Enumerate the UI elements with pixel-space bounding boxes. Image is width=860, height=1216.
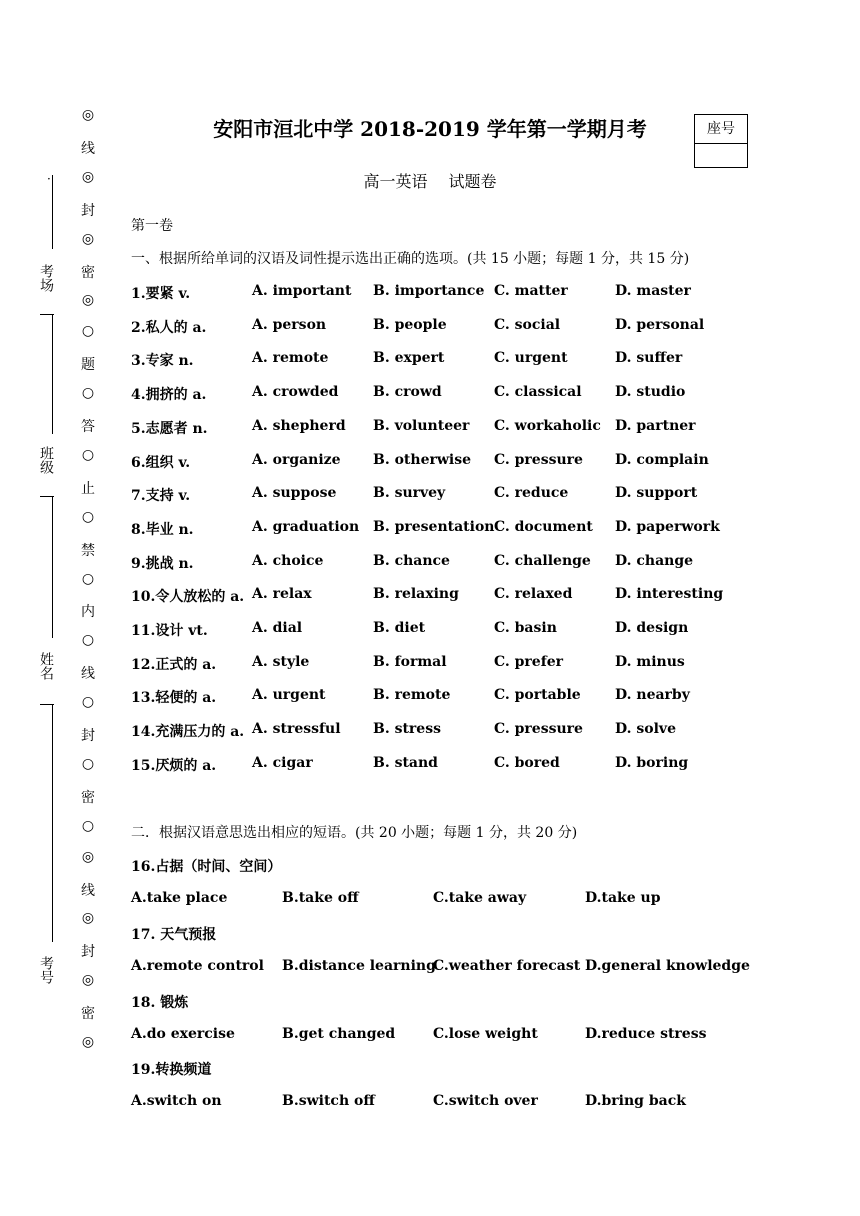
answer-option: A. remote: [252, 350, 329, 367]
answer-option: B. stand: [373, 754, 438, 771]
answer-option: A. suppose: [252, 485, 337, 502]
answer-option: D. studio: [615, 384, 686, 401]
question-stem: 18. 锻炼: [131, 994, 189, 1011]
answer-option: C. basin: [494, 620, 557, 636]
answer-option: C.lose weight: [433, 1025, 538, 1042]
seal-mark: 密: [81, 264, 95, 281]
answer-option: A. cigar: [252, 754, 313, 771]
seat-number-label: 座号: [695, 115, 747, 144]
answer-option: D. partner: [615, 417, 696, 434]
answer-option: A.remote control: [131, 957, 264, 974]
answer-option: A. crowded: [252, 384, 339, 401]
answer-option: A. dial: [252, 620, 303, 636]
answer-option: A.switch on: [131, 1093, 222, 1110]
seal-mark: ◎: [81, 107, 95, 123]
answer-option: D.bring back: [585, 1093, 686, 1110]
question-stem: 9.挑战 n.: [131, 555, 194, 572]
answer-option: B.get changed: [282, 1025, 396, 1042]
exam-subtitle: 高一英语 试题卷: [363, 172, 497, 191]
answer-option: D.general knowledge: [585, 957, 750, 974]
answer-option: C. document: [494, 518, 593, 535]
answer-option: A.take place: [131, 890, 228, 906]
margin-line: [52, 314, 53, 434]
question-stem: 12.正式的 a.: [131, 656, 217, 673]
answer-option: B.switch off: [282, 1093, 375, 1110]
question-stem: 8.毕业 n.: [131, 521, 194, 538]
answer-option: B. formal: [373, 653, 447, 670]
answer-option: C. urgent: [494, 350, 568, 367]
answer-option: D. personal: [615, 316, 705, 333]
answer-option: D. solve: [615, 721, 676, 738]
answer-option: C. classical: [494, 384, 582, 401]
exam-title: 安阳市洹北中学 2018-2019 学年第一学期月考: [213, 117, 647, 141]
answer-option: B. expert: [373, 350, 445, 367]
answer-option: B. people: [373, 316, 447, 333]
answer-option: D. master: [615, 283, 691, 299]
answer-option: C. pressure: [494, 721, 583, 738]
question-stem: 15.厌烦的 a.: [131, 757, 217, 774]
question-stem: 19.转换频道: [131, 1062, 212, 1079]
seal-mark: 答: [81, 419, 95, 435]
seal-mark: ◎: [81, 972, 95, 989]
seal-mark: 封: [81, 728, 95, 744]
seal-mark: ◎: [81, 1034, 95, 1050]
field-class: 班级: [38, 446, 54, 474]
answer-option: B. relaxing: [373, 586, 459, 603]
answer-option: C. relaxed: [494, 586, 573, 603]
answer-option: C. prefer: [494, 653, 564, 670]
answer-option: C.take away: [433, 890, 527, 906]
answer-option: A. organize: [252, 451, 341, 468]
question-stem: 1.要紧 v.: [131, 286, 191, 302]
seal-mark: 密: [81, 789, 95, 806]
question-stem: 16.占据（时间、空间）: [131, 859, 282, 875]
seal-mark: ◎: [81, 230, 95, 247]
field-exam-room: 考场: [38, 264, 54, 292]
seal-mark: ○: [81, 755, 95, 772]
seal-mark: ○: [81, 694, 95, 711]
answer-option: B. importance: [373, 283, 485, 299]
answer-option: A. relax: [252, 586, 312, 603]
answer-option: D. interesting: [615, 586, 724, 603]
seal-mark: 线: [81, 666, 95, 683]
question-stem: 13.轻便的 a.: [131, 690, 217, 707]
answer-option: A. choice: [252, 552, 324, 569]
seal-mark: ○: [81, 632, 95, 649]
answer-option: B. remote: [373, 687, 451, 704]
seal-mark: ◎: [81, 910, 95, 927]
question-stem: 10.令人放松的 a.: [131, 589, 245, 606]
seal-mark: ○: [81, 385, 95, 402]
volume-label: 第一卷: [131, 218, 173, 234]
seal-mark: 线: [81, 882, 95, 899]
answer-option: D. support: [615, 485, 698, 502]
seal-mark: 密: [81, 1006, 95, 1023]
answer-option: D. nearby: [615, 687, 690, 704]
answer-option: A. shepherd: [252, 417, 346, 434]
answer-option: D.reduce stress: [585, 1025, 707, 1042]
question-stem: 14.充满压力的 a.: [131, 724, 245, 741]
question-stem: 6.组织 v.: [131, 454, 191, 471]
answer-option: D.take up: [585, 890, 661, 906]
seal-mark: 禁: [81, 542, 95, 559]
answer-option: D. complain: [615, 451, 709, 468]
answer-option: D. change: [615, 552, 694, 569]
seal-mark: ○: [81, 508, 95, 525]
field-name: 姓名: [38, 652, 54, 680]
answer-option: B. diet: [373, 620, 426, 636]
field-exam-number: 考号: [38, 956, 54, 984]
seal-mark: ◎: [81, 292, 95, 309]
margin-line: [52, 496, 53, 638]
answer-option: A. important: [252, 283, 352, 299]
answer-option: A.do exercise: [131, 1025, 235, 1042]
answer-option: A. style: [252, 653, 310, 670]
answer-option: C. pressure: [494, 451, 583, 468]
answer-option: C. reduce: [494, 485, 569, 502]
answer-option: B.take off: [282, 890, 359, 906]
answer-option: C. challenge: [494, 552, 591, 569]
answer-option: B. presentation: [373, 518, 495, 535]
question-stem: 4.拥挤的 a.: [131, 387, 207, 404]
seal-mark: ○: [81, 323, 95, 340]
answer-option: C.switch over: [433, 1093, 538, 1110]
answer-option: B.distance learning: [282, 957, 436, 974]
question-stem: 5.志愿者 n.: [131, 420, 208, 437]
answer-option: B. crowd: [373, 384, 442, 401]
seal-mark: ○: [81, 817, 95, 834]
seal-mark: ◎: [81, 848, 95, 865]
question-stem: 11.设计 vt.: [131, 623, 208, 639]
seal-mark: 封: [81, 944, 95, 961]
question-stem: 3.专家 n.: [131, 353, 194, 370]
margin-line: [52, 175, 53, 249]
answer-option: B. volunteer: [373, 417, 470, 434]
answer-option: C. portable: [494, 687, 581, 704]
answer-option: C. social: [494, 316, 561, 333]
question-stem: 7.支持 v.: [131, 488, 191, 505]
seal-mark: ○: [81, 446, 95, 463]
answer-option: D. design: [615, 620, 689, 636]
seal-mark: 封: [81, 202, 95, 219]
answer-option: C. workaholic: [494, 417, 601, 434]
answer-option: C. bored: [494, 754, 560, 771]
seal-mark: ○: [81, 570, 95, 587]
answer-option: C.weather forecast: [433, 957, 581, 974]
answer-option: A. stressful: [252, 721, 341, 738]
seal-mark: 止: [81, 480, 95, 497]
seal-mark: 线: [81, 140, 95, 157]
answer-option: C. matter: [494, 283, 568, 299]
seat-number-box: [694, 114, 748, 168]
seal-mark: 题: [81, 357, 95, 374]
seal-mark: 内: [81, 604, 95, 621]
answer-option: B. survey: [373, 485, 446, 502]
answer-option: D. minus: [615, 653, 685, 670]
section2-heading: 二．根据汉语意思选出相应的短语。(共 20 小题；每题 1 分，共 20 分): [131, 825, 578, 841]
margin-dot: ·: [47, 172, 51, 186]
answer-option: A. graduation: [252, 518, 360, 535]
answer-option: D. suffer: [615, 350, 683, 367]
answer-option: A. urgent: [252, 687, 326, 704]
answer-option: B. otherwise: [373, 451, 472, 468]
answer-option: B. stress: [373, 721, 441, 738]
answer-option: D. paperwork: [615, 518, 720, 535]
answer-option: B. chance: [373, 552, 450, 569]
margin-line: [52, 704, 53, 942]
section1-heading: 一、根据所给单词的汉语及词性提示选出正确的选项。(共 15 小题；每题 1 分，共 15 分): [131, 251, 690, 267]
question-stem: 17. 天气预报: [131, 926, 217, 943]
question-stem: 2.私人的 a.: [131, 319, 207, 336]
answer-option: D. boring: [615, 754, 689, 771]
seal-mark: ◎: [81, 168, 95, 185]
answer-option: A. person: [252, 316, 327, 333]
